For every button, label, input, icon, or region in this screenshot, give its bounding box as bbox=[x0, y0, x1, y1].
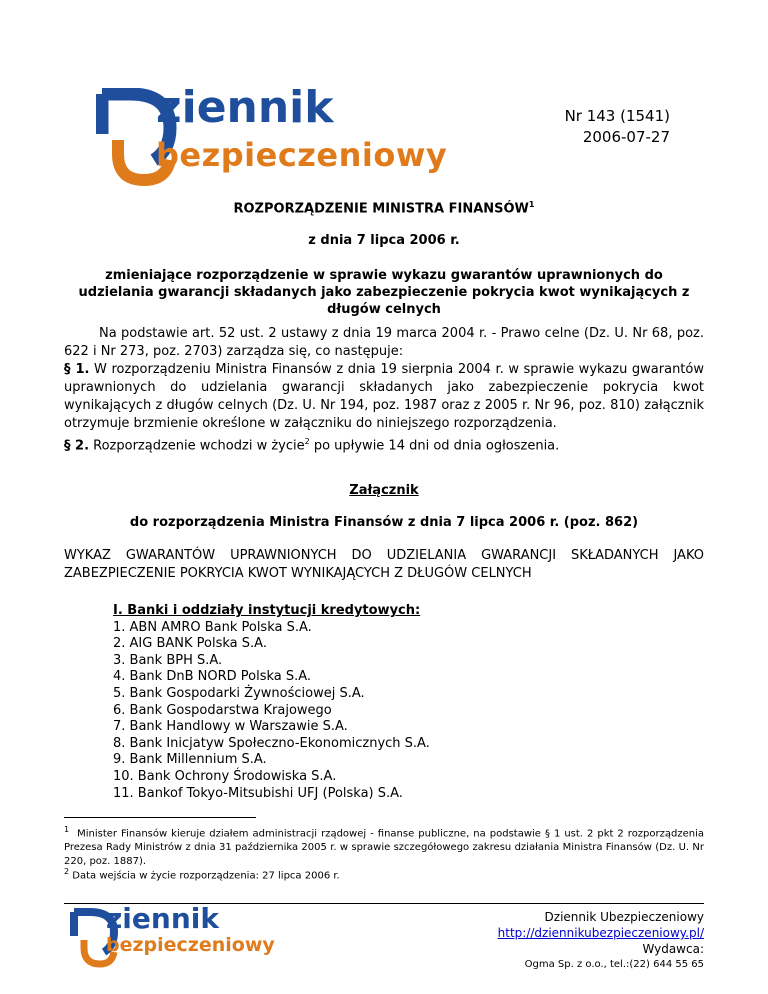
footer-publisher-label: Wydawca: bbox=[642, 942, 704, 956]
regulation-subject: zmieniające rozporządzenie w sprawie wykazu gwarantów uprawnionych do udzielania gwarancji składanych jako zabezpieczenie pokrycia kwot wynikających z długów celnych bbox=[78, 268, 690, 317]
annex-subtitle: do rozporządzenia Ministra Finansów z dnia 7 lipca 2006 r. (poz. 862) bbox=[129, 515, 639, 530]
list-item: 10. Bank Ochrony Środowiska S.A. bbox=[113, 768, 337, 784]
list-item: 9. Bank Millennium S.A. bbox=[113, 752, 267, 768]
issue-number: Nr 143 (1541) bbox=[564, 107, 670, 125]
footer-info bbox=[498, 909, 704, 973]
regulation-date: z dnia 7 lipca 2006 r. bbox=[308, 233, 460, 248]
footnote-2: $^2$ Data wejścia w życie rozporządzenia: 27 lipca 2006 r. bbox=[64, 867, 340, 882]
footnote-1: $^1$ Minister Finansów kieruje działem administracji rządowej - finanse publiczne, na podstawie § 1 ust. 2 pkt 2 rozporządzenia Prezesa Rady Ministrów z dnia 31 października 2005 r. w sprawie szczegółowego zakresu działania Ministra Finansów (Dz. U. Nr 220, poz. 1887). bbox=[64, 825, 705, 868]
logo-word-ubezpieczeniowy: bezpieczeniowy bbox=[156, 136, 448, 174]
issue-info bbox=[565, 106, 670, 148]
list-item: 7. Bank Handlowy w Warszawie S.A. bbox=[113, 719, 348, 735]
section-2: § 2. Rozporządzenie wchodzi w życie$^2$ po upływie 14 dni od dnia ogłoszenia. bbox=[64, 437, 560, 454]
footer-logo-word-dziennik: ziennik bbox=[106, 902, 219, 935]
list-item: 2. AIG BANK Polska S.A. bbox=[113, 636, 267, 652]
list-item: 1. ABN AMRO Bank Polska S.A. bbox=[113, 619, 312, 635]
footer-logo-word-ubezpieczeniowy: bezpieczeniowy bbox=[106, 934, 275, 956]
bank-list bbox=[113, 603, 430, 802]
list-item: 6. Bank Gospodarstwa Krajowego bbox=[113, 702, 332, 718]
annex-title: Załącznik bbox=[349, 483, 419, 498]
list-title: I. Banki i oddziały instytucji kredytowych: bbox=[113, 603, 421, 618]
footer-url-link[interactable]: http://dziennikubezpieczeniowy.pl/ bbox=[497, 926, 704, 940]
section-1-label: § 1. bbox=[64, 362, 90, 377]
footer-name: Dziennik Ubezpieczeniowy bbox=[544, 910, 704, 924]
footer-logo bbox=[70, 902, 275, 968]
logo-word-dziennik: ziennik bbox=[156, 82, 334, 133]
list-item: 5. Bank Gospodarki Żywnościowej S.A. bbox=[113, 685, 365, 701]
footnote-divider bbox=[64, 817, 256, 818]
list-item: 11. Bankof Tokyo-Mitsubishi UFJ (Polska) S.A. bbox=[113, 785, 403, 801]
list-item: 4. Bank DnB NORD Polska S.A. bbox=[113, 669, 312, 685]
list-item: 3. Bank BPH S.A. bbox=[113, 652, 223, 668]
section-1: § 1. W rozporządzeniu Ministra Finansów z dnia 19 sierpnia 2004 r. w sprawie wykazu gwarantów uprawnionych do udzielania gwarancji składanych jako zabezpieczenie pokrycia kwot wynikających z długów celnych (Dz. U. Nr 194, poz. 1987 oraz z 2005 r. Nr 96, poz. 810) załącznik otrzymuje brzmienie określone w załączniku do niniejszego rozporządzenia. bbox=[64, 362, 704, 431]
list-item: 8. Bank Inicjatyw Społeczno-Ekonomicznych S.A. bbox=[113, 735, 430, 751]
footer-publisher: Ogma Sp. z o.o., tel.:(22) 644 55 65 bbox=[524, 959, 704, 970]
regulation-heading: ROZPORZĄDZENIE MINISTRA FINANSÓW$^1$ bbox=[233, 200, 535, 217]
section-2-label: § 2. bbox=[64, 438, 90, 454]
logo bbox=[96, 82, 486, 183]
issue-date: 2006-07-27 bbox=[582, 128, 670, 146]
intro-paragraph: Na podstawie art. 52 ust. 2 ustawy z dnia 19 marca 2004 r. - Prawo celne (Dz. U. Nr 68, poz. 622 i Nr 273, poz. 2703) zarządza się, co następuje: bbox=[64, 326, 704, 359]
annex-caption: WYKAZ GWARANTÓW UPRAWNIONYCH DO UDZIELANIA GWARANCJI SKŁADANYCH JAKO ZABEZPIECZENIE POKRYCIA KWOT WYNIKAJĄCYCH Z DŁUGÓW CELNYCH bbox=[64, 548, 704, 581]
